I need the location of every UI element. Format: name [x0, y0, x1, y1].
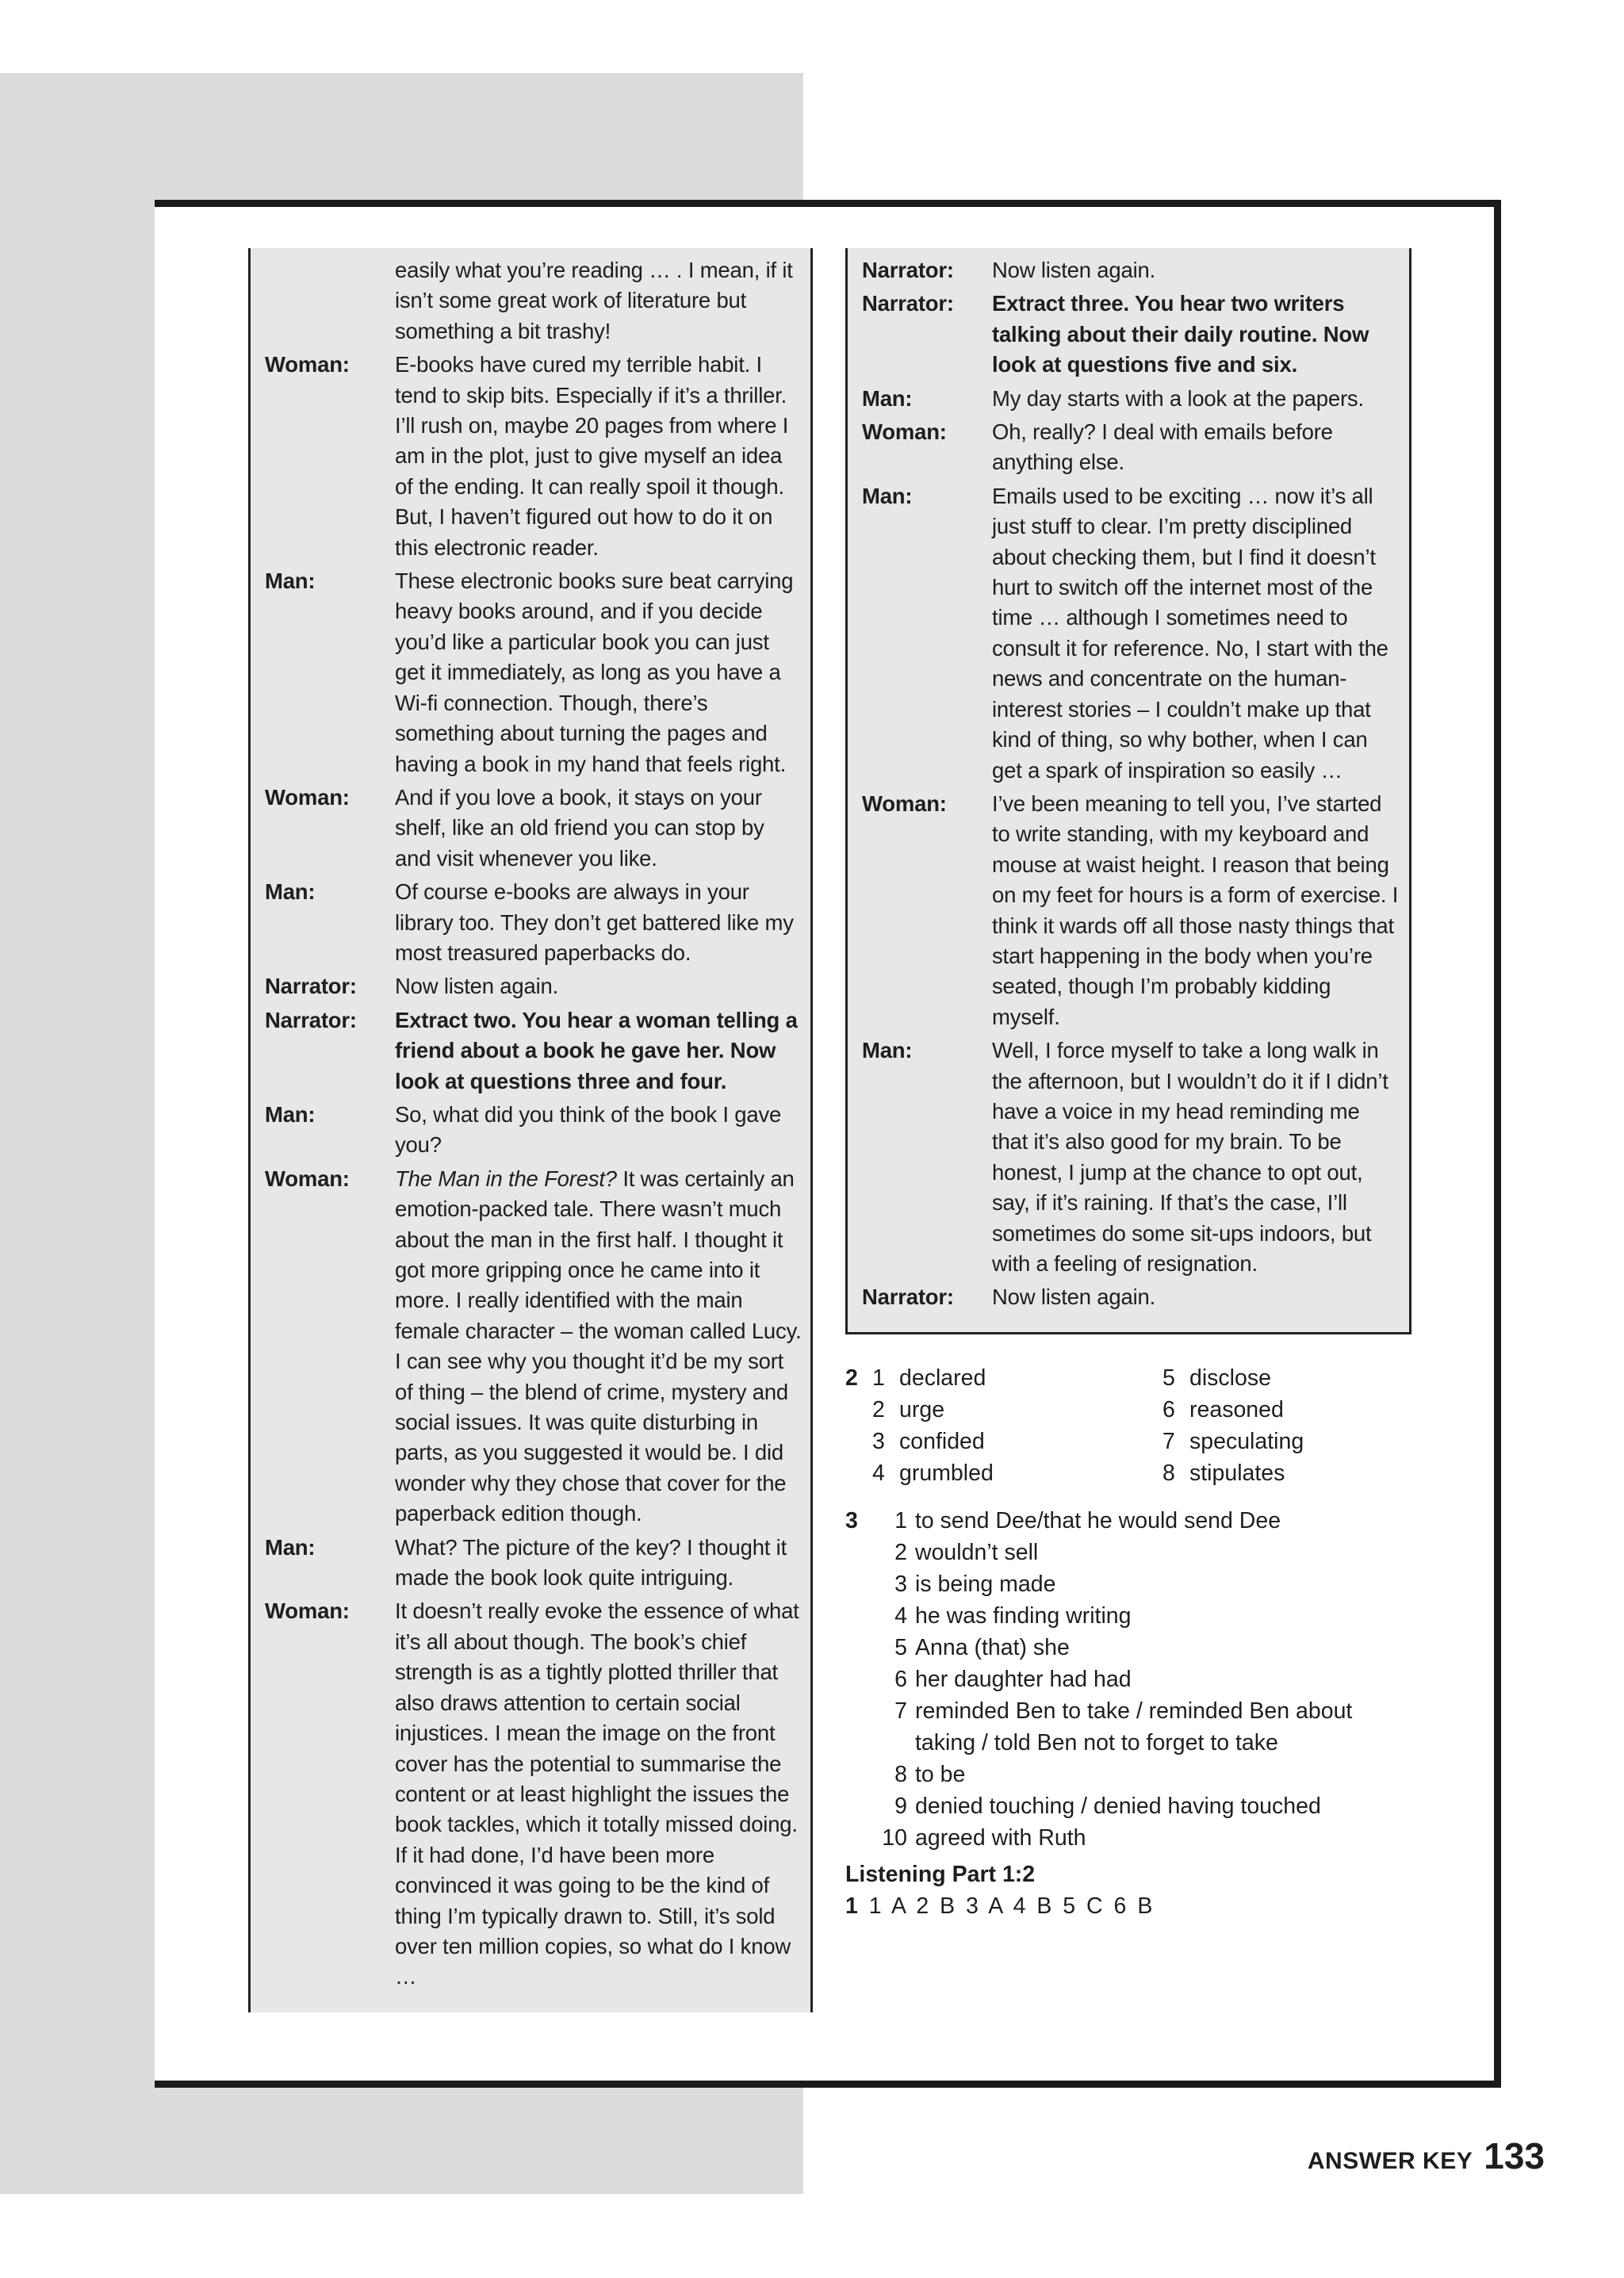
answer-number: 10	[882, 1825, 907, 1851]
dialogue-body: Now listen again.	[992, 1284, 1156, 1310]
answer-text: Anna (that) she	[915, 1635, 1070, 1660]
dialogue-body: So, what did you think of the book I gave you?	[395, 1101, 782, 1158]
answer-item	[869, 1822, 1416, 1854]
transcript-turn	[265, 350, 802, 563]
dialogue-text	[395, 1596, 802, 1992]
dialogue-body: And if you love a book, it stays on your shelf, like an old friend you can stop by and visit whenever you like.	[395, 784, 764, 871]
answer-text: urge	[899, 1397, 945, 1422]
speaker-label: Man:	[265, 1534, 316, 1560]
dialogue-text	[395, 1005, 802, 1097]
transcript-box-right	[845, 248, 1411, 1334]
answer-item	[1162, 1426, 1304, 1457]
dialogue-text	[395, 350, 802, 563]
answer-item	[869, 1568, 1416, 1600]
answer-text: denied touching / denied having touched	[915, 1794, 1321, 1819]
transcript-turn	[862, 289, 1401, 380]
speaker-label: Man:	[862, 483, 913, 508]
page-footer	[1308, 2134, 1545, 2177]
dialogue-text	[992, 289, 1401, 380]
book-title: The Man in the Forest?	[395, 1166, 617, 1191]
dialogue-body: It doesn’t really evoke the essence of what it’s all about though. The book’s chief strength is as a tightly plotted thriller that also draws attention to certain social injustices. I mean the image on the front cover has the potential to summarise the content or at least highlight the issues the book tackles, which it totally missed doing. If it had done, I’d have been more convinced it was going to be the kind of thing I’m typically drawn to. Still, it’s sold over ten million copies, so what do I know …	[395, 1598, 799, 1989]
dialogue-text	[992, 481, 1401, 786]
transcript-turn	[265, 1533, 802, 1594]
dialogue-text	[395, 783, 802, 874]
transcript-turn	[265, 1100, 802, 1161]
transcript-turn	[862, 417, 1401, 478]
dialogue-body: Emails used to be exciting … now it’s all just stuff to clear. I’m pretty disciplined about checking them, but I find it doesn’t hurt to switch off the internet most of the time … although I sometimes need to consult it for reference. No, I start with the news and concentrate on the human-interest stories – I couldn’t make up that kind of thing, so why bother, when I can get a spark of inspiration so easily …	[992, 483, 1388, 783]
dialogue-text	[992, 255, 1401, 285]
dialogue-text	[992, 1282, 1401, 1312]
answer-number: 3	[894, 1572, 907, 1597]
speaker-label: Woman:	[862, 419, 947, 445]
speaker-label: Woman:	[265, 352, 350, 377]
answer-text: disclose	[1189, 1365, 1271, 1391]
dialogue-body: Oh, really? I deal with emails before anything else.	[992, 419, 1333, 475]
answer-item	[872, 1426, 994, 1457]
speaker-label: Woman:	[862, 791, 947, 816]
exercise-number: 2	[845, 1365, 858, 1391]
answer-text: to be	[915, 1762, 966, 1787]
dialogue-body: Of course e-books are always in your library too. They don’t get battered like my most treasured paperbacks do.	[395, 879, 794, 965]
dialogue-body: It was certainly an emotion-packed tale. There wasn’t much about the man in the first half. I thought it got more gripping once he came into it more. I really identified with the main female character – the woman called Lucy. I can see why you thought it’d be my sort of thing – the blend of crime, mystery and social issues. It was quite disturbing in parts, as you suggested it would be. I did wonder why they chose that cover for the paperback edition though.	[395, 1166, 802, 1526]
answer-item	[1162, 1394, 1304, 1426]
answer-number: 8	[894, 1762, 907, 1787]
dialogue-text	[992, 417, 1401, 478]
transcript-turn	[862, 789, 1401, 1032]
dialogue-body: My day starts with a look at the papers.	[992, 385, 1364, 411]
speaker-label: Narrator:	[265, 1007, 357, 1032]
transcript-turn	[265, 877, 802, 968]
dialogue-text	[395, 1100, 802, 1161]
answer-text: grumbled	[899, 1461, 994, 1486]
answer-number: 6	[1162, 1397, 1175, 1422]
dialogue-text	[395, 255, 802, 346]
transcript-turn	[265, 255, 802, 346]
speaker-label: Man:	[265, 879, 316, 905]
section-heading: Listening Part 1:2	[845, 1862, 1036, 1887]
dialogue-body: I’ve been meaning to tell you, I’ve started to write standing, with my keyboard and mouse at waist height. I reason that being on my feet for hours is a form of exercise. I think it wards off all those nasty things that start happening in the body when you’re seated, though I’m probably kidding myself.	[992, 791, 1399, 1029]
answer-item	[869, 1790, 1416, 1822]
answer-item	[872, 1457, 994, 1489]
answer-item	[872, 1394, 994, 1426]
dialogue-text	[992, 384, 1401, 414]
answer-number: 6	[894, 1667, 907, 1692]
answer-number: 8	[1162, 1461, 1175, 1486]
dialogue-text	[992, 789, 1401, 1032]
listening-answers: 1 A 2 B 3 A 4 B 5 C 6 B	[868, 1893, 1153, 1919]
answer-text: wouldn’t sell	[915, 1540, 1039, 1565]
speaker-label: Man:	[862, 385, 913, 411]
transcript-turn	[265, 783, 802, 874]
page-number: 133	[1484, 2135, 1545, 2177]
dialogue-text	[992, 1036, 1401, 1279]
answer-text: speculating	[1189, 1429, 1304, 1454]
answer-item	[1162, 1457, 1304, 1489]
answer-text: confided	[899, 1429, 985, 1454]
speaker-label	[265, 255, 395, 346]
exercise-number: 1	[845, 1893, 858, 1919]
answer-number: 4	[872, 1461, 885, 1486]
dialogue-body: What? The picture of the key? I thought it made the book look quite intriguing.	[395, 1534, 787, 1591]
answer-text: to send Dee/that he would send Dee	[915, 1508, 1281, 1533]
answer-text: reminded Ben to take / reminded Ben about taking / told Ben not to forget to take	[915, 1698, 1353, 1755]
dialogue-body: Now listen again.	[992, 258, 1156, 282]
dialogue-body: E-books have cured my terrible habit. I tend to skip bits. Especially if it’s a thriller. I’ll rush on, maybe 20 pages from where I am in the plot, just to give myself an idea of the ending. It can really spoil it though. But, I haven’t figured out how to do it on this electronic reader.	[395, 352, 789, 560]
transcript-turn	[265, 566, 802, 779]
transcript-turn	[862, 384, 1401, 414]
speaker-label: Narrator:	[862, 1284, 954, 1310]
answer-list	[845, 1505, 1416, 1854]
answer-number: 2	[872, 1397, 885, 1422]
answer-item	[869, 1505, 1416, 1537]
transcript-turn	[862, 1036, 1401, 1279]
dialogue-text	[395, 1533, 802, 1594]
answer-number: 5	[894, 1635, 907, 1660]
answer-item	[872, 1362, 994, 1394]
dialogue-body: easily what you’re reading … . I mean, if it isn’t some great work of literature but something a bit trashy!	[395, 258, 793, 343]
answer-column	[872, 1362, 994, 1489]
speaker-label: Man:	[862, 1038, 913, 1063]
dialogue-body: Now listen again.	[395, 974, 559, 999]
answer-column	[1162, 1362, 1304, 1489]
speaker-label: Woman:	[265, 1166, 350, 1191]
speaker-label: Man:	[265, 569, 316, 594]
speaker-label: Man:	[265, 1101, 316, 1127]
transcript-turn	[265, 1596, 802, 1992]
answer-number: 3	[872, 1429, 885, 1454]
transcript-turn	[862, 481, 1401, 786]
answer-number: 2	[894, 1540, 907, 1565]
answer-text: reasoned	[1189, 1397, 1284, 1422]
dialogue-text	[395, 877, 802, 968]
exercise-3-answers	[845, 1505, 1416, 1854]
speaker-label: Narrator:	[862, 291, 954, 316]
listening-answers-line	[845, 1890, 1416, 1922]
answer-item	[869, 1664, 1416, 1695]
footer-label: ANSWER KEY	[1307, 2148, 1473, 2174]
exercise-number: 3	[845, 1508, 858, 1533]
answer-item	[869, 1600, 1416, 1632]
speaker-label: Woman:	[265, 784, 350, 810]
answer-number: 5	[1162, 1365, 1175, 1391]
dialogue-text	[395, 566, 802, 779]
transcript-turn	[265, 971, 802, 1001]
dialogue-body: Extract two. You hear a woman telling a friend about a book he gave her. Now look at questions three and four.	[395, 1007, 798, 1093]
transcript-box-left	[248, 248, 813, 2012]
answer-number: 9	[894, 1794, 907, 1819]
transcript-turn	[862, 1282, 1401, 1312]
transcript-turn	[265, 1005, 802, 1097]
exercise-2-answers	[845, 1362, 1416, 1497]
dialogue-body: These electronic books sure beat carrying heavy books around, and if you decide you’d like a particular book you can just get it immediately, as long as you have a Wi-fi connection. Though, there’s something about turning the pages and having a book in my hand that feels right.	[395, 569, 794, 776]
transcript-turn	[862, 255, 1401, 285]
answer-item	[869, 1695, 1416, 1759]
answer-item	[869, 1537, 1416, 1568]
answer-number: 1	[872, 1365, 885, 1391]
answer-number: 1	[894, 1508, 907, 1533]
speaker-label: Narrator:	[265, 974, 357, 999]
answer-text: he was finding writing	[915, 1603, 1132, 1629]
dialogue-text	[395, 1164, 802, 1530]
dialogue-body: Extract three. You hear two writers talking about their daily routine. Now look at questions five and six.	[992, 291, 1369, 377]
answer-item	[869, 1632, 1416, 1664]
transcript-turn	[265, 1164, 802, 1530]
answer-text: her daughter had had	[915, 1667, 1132, 1692]
answer-number: 7	[1162, 1429, 1175, 1454]
speaker-label: Narrator:	[862, 258, 954, 282]
answer-section	[845, 1362, 1416, 1922]
dialogue-body: Well, I force myself to take a long walk in the afternoon, but I wouldn’t do it if I didn’t have a voice in my head reminding me that it’s also good for my brain. To be honest, I jump at the chance to opt out, say, if it’s raining. If that’s the case, I’ll sometimes do some sit-ups indoors, but with a feeling of resignation.	[992, 1038, 1388, 1276]
answer-item	[869, 1759, 1416, 1790]
speaker-label: Woman:	[265, 1598, 350, 1624]
answer-item	[1162, 1362, 1304, 1394]
answer-text: agreed with Ruth	[915, 1825, 1086, 1851]
answer-text: stipulates	[1189, 1461, 1285, 1486]
answer-text: declared	[899, 1365, 986, 1391]
answer-text: is being made	[915, 1572, 1056, 1597]
answer-number: 7	[894, 1698, 907, 1724]
dialogue-text	[395, 971, 802, 1001]
answer-number: 4	[894, 1603, 907, 1629]
